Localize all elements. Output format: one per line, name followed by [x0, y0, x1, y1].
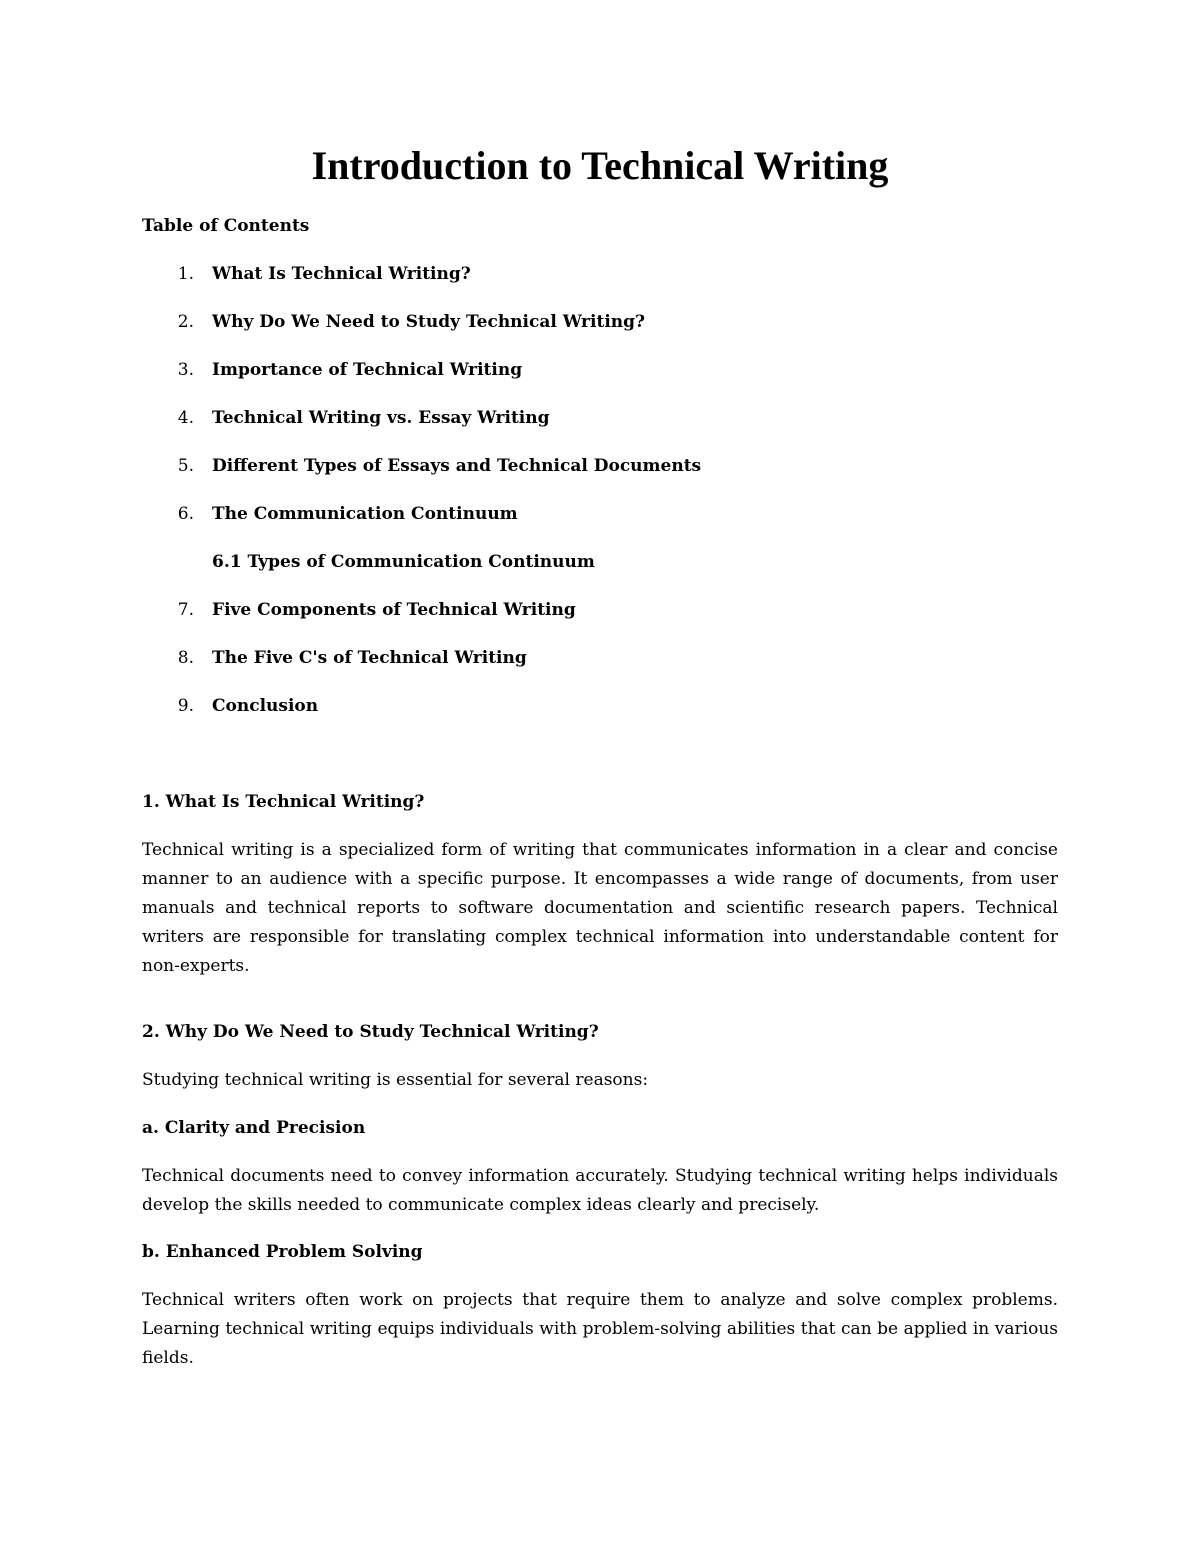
toc-item-label: Importance of Technical Writing	[212, 360, 523, 380]
toc-item-number: 1.	[177, 264, 194, 284]
toc-item	[142, 645, 1062, 671]
document-title: Introduction to Technical Writing	[311, 143, 889, 188]
section-paragraph: Technical documents need to convey information accurately. Studying technical writing helps individuals develop the skills needed to communicate complex ideas clearly and precisely.	[142, 1166, 1058, 1215]
subsection-heading: b. Enhanced Problem Solving	[142, 1242, 423, 1262]
toc-item-label: The Communication Continuum	[212, 504, 518, 524]
toc-item	[142, 501, 1062, 527]
toc-subitem: 6.1 Types of Communication Continuum	[212, 552, 595, 572]
toc-item-label: Conclusion	[212, 696, 319, 716]
section-paragraph: Technical writers often work on projects that require them to analyze and solve complex problems. Learning technical writing equips individuals with problem-solving abilities that can be applied in various fields.	[142, 1290, 1058, 1368]
toc-item	[142, 693, 1062, 719]
toc-item-label: Five Components of Technical Writing	[212, 600, 576, 620]
section-heading: 1. What Is Technical Writing?	[142, 792, 425, 812]
toc-item	[142, 405, 1062, 431]
section-heading: 2. Why Do We Need to Study Technical Writing?	[142, 1022, 599, 1042]
toc-item-number: 9.	[177, 696, 194, 716]
toc-item-label: Different Types of Essays and Technical Documents	[212, 456, 702, 476]
toc-item-number: 7.	[177, 600, 194, 620]
toc-item	[142, 261, 1062, 287]
toc-item-number: 5.	[177, 456, 194, 476]
toc-item-label: Technical Writing vs. Essay Writing	[212, 408, 550, 428]
toc-item-label: Why Do We Need to Study Technical Writing?	[212, 312, 645, 332]
toc-item-number: 3.	[177, 360, 194, 380]
toc-item	[142, 357, 1062, 383]
toc-item	[142, 453, 1062, 479]
toc-item	[142, 309, 1062, 335]
toc-item	[142, 597, 1062, 623]
toc-heading: Table of Contents	[142, 216, 310, 236]
toc-item-number: 8.	[177, 648, 194, 668]
subsection-heading: a. Clarity and Precision	[142, 1118, 366, 1138]
toc-item-number: 4.	[177, 408, 194, 428]
toc-item-label: What Is Technical Writing?	[212, 264, 471, 284]
toc-item-number: 6.	[177, 504, 194, 524]
toc-item-label: The Five C's of Technical Writing	[212, 648, 527, 668]
section-paragraph: Technical writing is a specialized form of writing that communicates information in a clear and concise manner to an audience with a specific purpose. It encompasses a wide range of documents, from user manuals and technical reports to software documentation and scientific research papers. Technical writers are responsible for translating complex technical information into understandable content for non-experts.	[142, 840, 1058, 976]
section-paragraph: Studying technical writing is essential for several reasons:	[142, 1070, 649, 1090]
toc-item-number: 2.	[177, 312, 194, 332]
